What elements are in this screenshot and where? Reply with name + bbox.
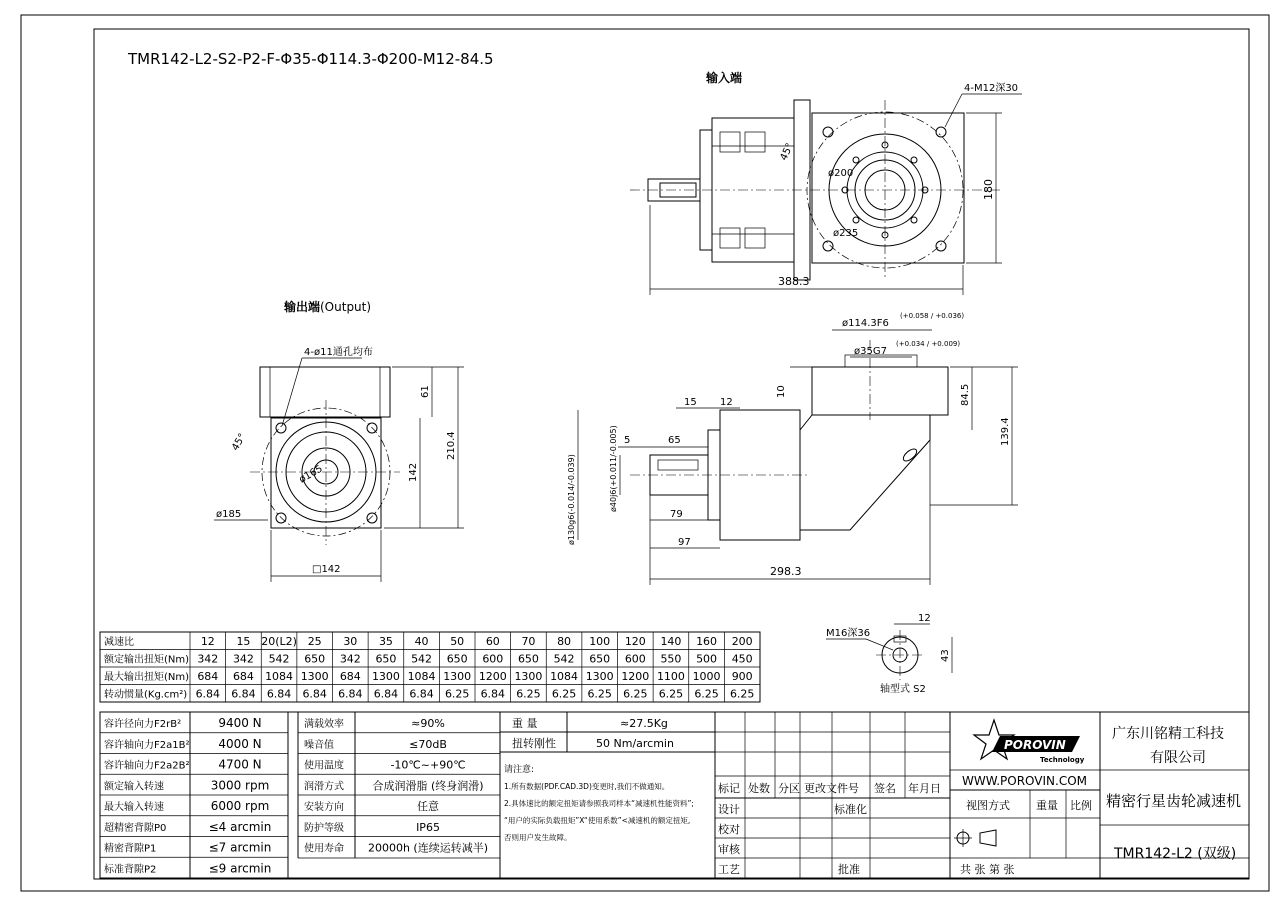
- tb-check: 校对: [718, 823, 740, 836]
- website: WWW.POROVIN.COM: [962, 774, 1088, 788]
- ratio-cell: 500: [696, 652, 718, 666]
- ratio-cell: 6.84: [409, 687, 434, 701]
- ratio-row-label: 减速比: [104, 637, 134, 648]
- ratio-cell: 1300: [514, 670, 543, 683]
- ratio-cell: 6.25: [658, 687, 684, 701]
- sheets: 共 张 第 张: [960, 863, 1015, 876]
- ratio-cell: 684: [232, 670, 254, 683]
- stiffness-value: 50 Nm/arcmin: [596, 737, 674, 750]
- ratio-cell: 15: [236, 635, 251, 648]
- ratio-cell: 542: [553, 652, 575, 666]
- ratio-cell: 12: [200, 635, 215, 648]
- ratio-cell: 6.84: [231, 687, 256, 701]
- ratio-cell: 650: [375, 652, 397, 666]
- notes: [504, 763, 694, 842]
- dim-45-out: 45°: [230, 431, 249, 453]
- ratio-cell: 6.25: [587, 687, 612, 701]
- note-line: 1.所有数据(PDF.CAD.3D)变更时,我们不做通知。: [504, 782, 670, 791]
- spec-left-value: 4700 N: [218, 757, 262, 772]
- ratio-cell: 6.84: [266, 687, 292, 701]
- spec-mid-label: 防护等级: [304, 822, 344, 834]
- dim-79: 79: [670, 509, 683, 520]
- spec-mid-value: ≈90%: [411, 717, 445, 730]
- tb-process: 工艺: [718, 863, 740, 876]
- ratio-cell: 542: [268, 652, 290, 666]
- note-line: “用户的实际负载扭矩”X“使用系数”<减速机的额定扭矩,: [504, 816, 691, 825]
- ratio-cell: 6.84: [302, 687, 327, 701]
- logo: [974, 720, 1085, 764]
- spec-left-value: ≤9 arcmin: [208, 861, 272, 876]
- dim-12-side: 12: [720, 397, 733, 408]
- ratio-cell: 1300: [371, 670, 400, 683]
- dim-142: 142: [408, 462, 419, 482]
- ratio-cell: 30: [343, 635, 358, 648]
- spec-left-label: 容许轴向力F2a2B²: [104, 760, 190, 772]
- ratio-cell: 650: [446, 652, 468, 666]
- spec-mid-value: 20000h (连续运转减半): [367, 841, 489, 855]
- tb-std: 标准化: [834, 803, 867, 816]
- ratio-cell: 100: [589, 635, 611, 648]
- ratio-cell: 450: [731, 652, 753, 666]
- spec-left-value: 3000 rpm: [210, 778, 270, 793]
- tb-weight: 重量: [1036, 799, 1058, 812]
- dim-m16: M16深36: [826, 628, 871, 639]
- dim-84: 84.5: [960, 383, 971, 406]
- dim-holes-out: 4-ø11通孔均布: [304, 347, 373, 358]
- spec-mid-label: 满载效率: [304, 719, 344, 730]
- ratio-cell: 6.84: [195, 687, 221, 701]
- ratio-cell: 1300: [300, 670, 329, 683]
- spec-mid-value: ≤70dB: [409, 737, 447, 751]
- stiffness-label: 扭转刚性: [512, 737, 556, 750]
- ratio-row-label: 最大输出扭矩(Nm): [104, 672, 190, 683]
- ratio-cell: 1084: [407, 670, 436, 683]
- ratio-cell: 1000: [692, 670, 721, 683]
- revision-header: 分区: [778, 782, 800, 795]
- ratio-cell: 20(L2): [261, 635, 297, 648]
- company-line1: 广东川铭精工科技: [1112, 726, 1224, 742]
- spec-left-value: ≤7 arcmin: [208, 840, 272, 855]
- dim-d185: ø185: [216, 509, 242, 520]
- projection-symbol-icon: [954, 829, 996, 847]
- dim-180: 180: [982, 179, 995, 200]
- ratio-cell: 1100: [656, 670, 685, 683]
- dim-d35: ø35G7: [854, 346, 887, 357]
- ratio-row-label: 转动惯量(Kg.cm²): [104, 689, 188, 701]
- ratio-cell: 6.25: [444, 687, 470, 701]
- dim-d235: ø235: [833, 228, 859, 239]
- title-block: [715, 712, 1249, 878]
- side-view: [567, 312, 1018, 585]
- revision-header: 年月日: [908, 782, 941, 795]
- ratio-cell: 6.84: [480, 687, 506, 701]
- dim-d200: ø200: [828, 168, 854, 179]
- spec-left-value: 6000 rpm: [210, 799, 270, 813]
- shaft-type-label: 轴型式 S2: [880, 684, 926, 695]
- input-side-label: 输入端: [706, 71, 743, 85]
- dim-97: 97: [678, 537, 691, 548]
- ratio-cell: 80: [557, 635, 572, 648]
- dim-45-top: 45°: [778, 141, 796, 163]
- ratio-cell: 40: [414, 635, 429, 648]
- ratio-cell: 342: [232, 652, 254, 666]
- spec-left-label: 超精密背隙P0: [104, 822, 167, 834]
- ratio-cell: 1084: [550, 670, 579, 683]
- dim-s43: 43: [940, 649, 951, 662]
- ratio-cell: 6.25: [551, 687, 577, 701]
- ratio-cell: 6.25: [623, 687, 648, 701]
- spec-mid-value: 任意: [417, 800, 439, 813]
- spec-mid-label: 使用温度: [304, 760, 344, 772]
- revision-header: 更改文件号: [804, 782, 859, 795]
- spec-mid-value: -10℃~+90℃: [390, 758, 466, 772]
- spec-left-label: 容许轴向力F2a1B²: [104, 739, 190, 751]
- ratio-cell: 900: [731, 670, 753, 683]
- input-side-view: [630, 70, 1022, 295]
- weight-label: 重 量: [512, 717, 538, 730]
- ratio-cell: 1084: [265, 670, 294, 683]
- ratio-cell: 684: [197, 670, 219, 683]
- ratio-cell: 6.25: [516, 687, 541, 701]
- drawing-title: TMR142-L2-S2-P2-F-Φ35-Φ114.3-Φ200-M12-84.5: [128, 50, 494, 68]
- dim-61: 61: [420, 385, 431, 398]
- ratio-cell: 650: [304, 652, 326, 666]
- dim-65: 65: [668, 435, 681, 446]
- logo-text: POROVIN: [1004, 738, 1066, 752]
- spec-mid-label: 安装方向: [304, 802, 344, 813]
- note-line: 2.具体速比的额定扭矩请参照我司样本“减速机性能资料”;: [504, 799, 694, 808]
- ratio-cell: 25: [307, 635, 322, 648]
- dim-d35-tol: (+0.034 / +0.009): [896, 340, 961, 348]
- dim-15: 15: [684, 397, 697, 408]
- ratio-cell: 70: [521, 635, 536, 648]
- spec-left-value: ≤4 arcmin: [208, 819, 272, 834]
- spec-left-label: 标准背隙P2: [104, 864, 157, 876]
- dim-sq142: □142: [312, 564, 341, 575]
- ratio-cell: 600: [482, 652, 504, 666]
- ratio-table: [100, 632, 760, 702]
- ratio-cell: 600: [624, 652, 646, 666]
- output-label-cn: 输出端: [284, 300, 321, 314]
- shaft-detail: [826, 613, 952, 695]
- tb-design: 设计: [718, 803, 740, 816]
- revision-header: 标记: [718, 782, 740, 795]
- revision-headers: [718, 781, 941, 795]
- tb-review: 审核: [718, 843, 740, 856]
- dim-139: 139.4: [1000, 417, 1011, 446]
- spec-mid-list: [304, 717, 488, 855]
- ratio-cell: 50: [450, 635, 465, 648]
- ratio-cell: 542: [411, 652, 433, 666]
- dim-s12: 12: [918, 613, 931, 624]
- spec-left-value: 9400 N: [218, 716, 262, 730]
- model-name: TMR142-L2 (双级): [1114, 846, 1237, 862]
- ratio-cell: 650: [589, 652, 611, 666]
- spec-left-list: [104, 716, 271, 875]
- ratio-cell: 6.25: [729, 687, 755, 701]
- spec-mid-value: 合成润滑脂 (终身润滑): [372, 779, 484, 793]
- note-line: 请注意:: [504, 765, 535, 775]
- dim-210: 210.4: [446, 431, 457, 460]
- dim-388: 388.3: [778, 275, 810, 288]
- ratio-cell: 684: [339, 670, 361, 683]
- ratio-cell: 60: [485, 635, 500, 648]
- spec-mid-label: 使用寿命: [304, 843, 344, 855]
- ratio-cell: 6.84: [373, 687, 399, 701]
- product-name: 精密行星齿轮减速机: [1106, 792, 1242, 810]
- dim-bolt-top: 4-M12深30: [964, 83, 1019, 94]
- ratio-cell: 200: [731, 635, 753, 648]
- ratio-cell: 120: [624, 635, 646, 648]
- revision-header: 处数: [748, 782, 770, 795]
- ratio-cell: 342: [339, 652, 361, 666]
- ratio-cell: 1200: [478, 670, 507, 683]
- dim-d40: ø40j6(+0.011/-0.005): [609, 425, 618, 512]
- logo-subtext: Technology: [1040, 756, 1085, 764]
- ratio-cell: 1300: [585, 670, 614, 683]
- ratio-cell: 342: [197, 652, 219, 666]
- output-side-view: [214, 299, 464, 582]
- spec-left-label: 容许径向力F2rB²: [104, 719, 182, 730]
- tb-approve: 批准: [838, 863, 860, 876]
- spec-left-value: 4000 N: [218, 736, 262, 751]
- spec-mid-label: 润滑方式: [304, 781, 344, 793]
- dim-d165: ø165: [297, 463, 325, 486]
- tb-scale: 比例: [1070, 799, 1092, 812]
- spec-table: [100, 712, 715, 878]
- spec-mid-value: IP65: [416, 820, 440, 834]
- dim-298: 298.3: [770, 565, 802, 578]
- view-method: 视图方式: [966, 799, 1010, 812]
- ratio-cell: 1200: [621, 670, 650, 683]
- ratio-cell: 35: [378, 635, 393, 648]
- ratio-cell: 1300: [443, 670, 472, 683]
- ratio-cell: 6.84: [338, 687, 363, 701]
- revision-header: 签名: [874, 782, 896, 795]
- spec-mid-label: 噪音值: [304, 739, 334, 751]
- dim-d114-tol: (+0.058 / +0.036): [900, 312, 965, 320]
- company-line2: 有限公司: [1150, 750, 1206, 766]
- dim-5: 5: [624, 435, 631, 446]
- spec-left-label: 精密背隙P1: [104, 843, 157, 855]
- dim-d114: ø114.3F6: [842, 318, 889, 329]
- dim-10: 10: [776, 385, 787, 398]
- ratio-row-label: 额定输出扭矩(Nm): [104, 654, 190, 666]
- spec-left-label: 额定输入转速: [104, 781, 164, 793]
- spec-left-label: 最大输入转速: [104, 802, 164, 813]
- weight-value: ≈27.5Kg: [620, 717, 668, 730]
- ratio-cell: 650: [517, 652, 539, 666]
- ratio-cell: 6.25: [694, 687, 719, 701]
- note-line: 否则用户发生故障。: [504, 833, 572, 842]
- ratio-cell: 140: [660, 635, 682, 648]
- output-label-en: (Output): [320, 300, 372, 314]
- dim-d130: ø130g6(-0.014/-0.039): [567, 454, 576, 545]
- ratio-cell: 550: [660, 652, 682, 666]
- ratio-cell: 160: [696, 635, 718, 648]
